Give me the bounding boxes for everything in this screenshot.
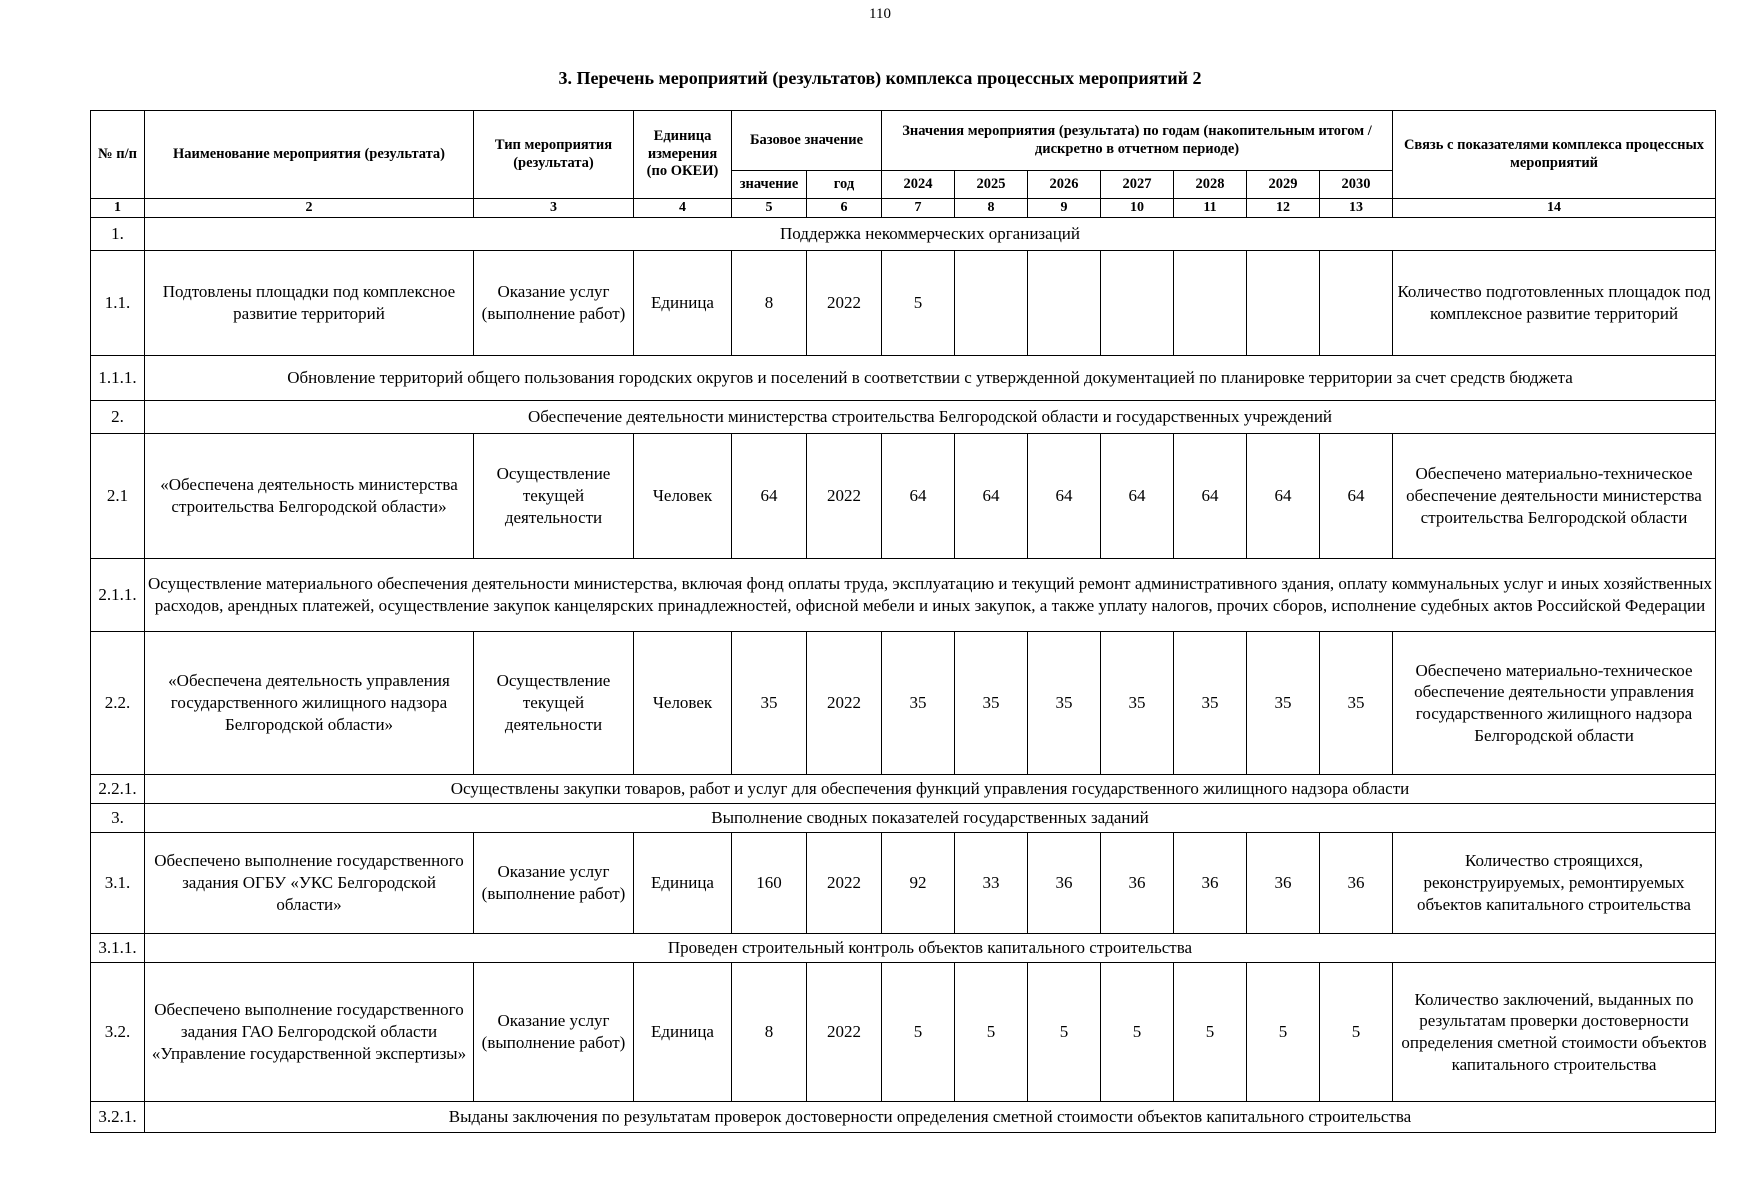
- indicator-link: Обеспечено материально-техническое обеспечение деятельности министерства строительства Белгородской области: [1393, 434, 1716, 559]
- header-type: Тип мероприятия (результата): [474, 111, 634, 199]
- column-number: 4: [634, 199, 732, 218]
- year-value: 64: [1028, 434, 1101, 559]
- year-value: 64: [1247, 434, 1320, 559]
- year-value: 36: [1028, 833, 1101, 934]
- row-number: 1.1.1.: [91, 356, 145, 401]
- header-years-group: Значения мероприятия (результата) по годам (накопительным итогом / дискретно в отчетном периоде): [882, 111, 1393, 171]
- subitem-row: [91, 934, 1716, 963]
- table-row: [91, 632, 1716, 775]
- column-number: 14: [1393, 199, 1716, 218]
- column-number: 11: [1174, 199, 1247, 218]
- year-value: 35: [1320, 632, 1393, 775]
- year-value: 64: [1320, 434, 1393, 559]
- indicator-link: Обеспечено материально-техническое обеспечение деятельности управления государственного жилищного надзора Белгородской области: [1393, 632, 1716, 775]
- base-value: 35: [732, 632, 807, 775]
- base-year: 2022: [807, 434, 882, 559]
- base-year: 2022: [807, 963, 882, 1102]
- year-value: 35: [1247, 632, 1320, 775]
- base-year: 2022: [807, 833, 882, 934]
- header-name: Наименование мероприятия (результата): [145, 111, 474, 199]
- subitem-text: Осуществление материального обеспечения деятельности министерства, включая фонд оплаты труда, эксплуатацию и текущий ремонт административного здания, оплату коммунальных услуг и иных хозяйственных расходов, арендных платежей, осуществление закупок канцелярских принадлежностей, офисной мебели и иных закупок, а также уплату налогов, прочих сборов, исполнение судебных актов Российской Федерации: [145, 559, 1716, 632]
- base-value: 64: [732, 434, 807, 559]
- subitem-text: Обновление территорий общего пользования городских округов и поселений в соответствии с утвержденной документацией по планировке территории за счет средств бюджета: [145, 356, 1716, 401]
- subitem-text: Осуществлены закупки товаров, работ и услуг для обеспечения функций управления государственного жилищного надзора области: [145, 775, 1716, 804]
- column-number: 6: [807, 199, 882, 218]
- measure-type: Оказание услуг (выполнение работ): [474, 833, 634, 934]
- measures-table: [90, 110, 1716, 1133]
- year-value: 92: [882, 833, 955, 934]
- row-number: 3.: [91, 804, 145, 833]
- year-value: 35: [955, 632, 1028, 775]
- measure-name: «Обеспечена деятельность управления государственного жилищного надзора Белгородской области»: [145, 632, 474, 775]
- measure-unit: Человек: [634, 434, 732, 559]
- measure-name: Подтовлены площадки под комплексное развитие территорий: [145, 251, 474, 356]
- year-value: [955, 251, 1028, 356]
- row-number: 1.: [91, 218, 145, 251]
- year-value: 64: [955, 434, 1028, 559]
- year-value: 36: [1101, 833, 1174, 934]
- year-value: 5: [1174, 963, 1247, 1102]
- header-num: № п/п: [91, 111, 145, 199]
- year-value: 35: [882, 632, 955, 775]
- measure-name: Обеспечено выполнение государственного задания ГАО Белгородской области «Управление государственной экспертизы»: [145, 963, 474, 1102]
- subitem-text: Проведен строительный контроль объектов капитального строительства: [145, 934, 1716, 963]
- year-value: 36: [1174, 833, 1247, 934]
- row-number: 2.2.1.: [91, 775, 145, 804]
- header-link: Связь с показателями комплекса процессных мероприятий: [1393, 111, 1716, 199]
- year-value: 64: [1174, 434, 1247, 559]
- year-value: 5: [1101, 963, 1174, 1102]
- indicator-link: Количество заключений, выданных по результатам проверки достоверности определения сметной стоимости объектов капитального строительства: [1393, 963, 1716, 1102]
- row-number: 2.1: [91, 434, 145, 559]
- column-number: 9: [1028, 199, 1101, 218]
- header-year: 2028: [1174, 171, 1247, 199]
- measure-name: «Обеспечена деятельность министерства строительства Белгородской области»: [145, 434, 474, 559]
- column-number: 3: [474, 199, 634, 218]
- subitem-row: [91, 1102, 1716, 1133]
- row-number: 2.1.1.: [91, 559, 145, 632]
- column-number: 8: [955, 199, 1028, 218]
- measure-unit: Единица: [634, 251, 732, 356]
- year-value: 5: [1320, 963, 1393, 1102]
- header-year: 2024: [882, 171, 955, 199]
- measure-name: Обеспечено выполнение государственного задания ОГБУ «УКС Белгородской области»: [145, 833, 474, 934]
- year-value: 64: [1101, 434, 1174, 559]
- header-year: 2030: [1320, 171, 1393, 199]
- header-year: 2029: [1247, 171, 1320, 199]
- measure-unit: Единица: [634, 963, 732, 1102]
- measure-unit: Единица: [634, 833, 732, 934]
- base-value: 160: [732, 833, 807, 934]
- header-unit: Единица измерения (по ОКЕИ): [634, 111, 732, 199]
- year-value: [1028, 251, 1101, 356]
- year-value: 5: [1247, 963, 1320, 1102]
- subitem-row: [91, 775, 1716, 804]
- measure-unit: Человек: [634, 632, 732, 775]
- year-value: 35: [1028, 632, 1101, 775]
- base-year: 2022: [807, 251, 882, 356]
- row-number: 3.1.1.: [91, 934, 145, 963]
- column-number: 2: [145, 199, 474, 218]
- year-value: 35: [1101, 632, 1174, 775]
- header-base-value: значение: [732, 171, 807, 199]
- page-number: 110: [869, 6, 891, 22]
- section-title: Обеспечение деятельности министерства строительства Белгородской области и государственных учреждений: [145, 401, 1716, 434]
- base-year: 2022: [807, 632, 882, 775]
- indicator-link: Количество строящихся, реконструируемых, ремонтируемых объектов капитального строительства: [1393, 833, 1716, 934]
- year-value: 36: [1320, 833, 1393, 934]
- year-value: [1101, 251, 1174, 356]
- column-numbers-row: [91, 199, 1716, 218]
- measure-type: Осуществление текущей деятельности: [474, 434, 634, 559]
- section-row: [91, 401, 1716, 434]
- year-value: 5: [955, 963, 1028, 1102]
- year-value: [1247, 251, 1320, 356]
- measure-type: Оказание услуг (выполнение работ): [474, 251, 634, 356]
- measure-type: Осуществление текущей деятельности: [474, 632, 634, 775]
- base-value: 8: [732, 963, 807, 1102]
- row-number: 3.2.1.: [91, 1102, 145, 1133]
- column-number: 5: [732, 199, 807, 218]
- row-number: 3.2.: [91, 963, 145, 1102]
- subitem-row: [91, 356, 1716, 401]
- row-number: 3.1.: [91, 833, 145, 934]
- indicator-link: Количество подготовленных площадок под комплексное развитие территорий: [1393, 251, 1716, 356]
- header-base-year: год: [807, 171, 882, 199]
- table-row: [91, 833, 1716, 934]
- table-row: [91, 434, 1716, 559]
- year-value: 5: [1028, 963, 1101, 1102]
- year-value: 64: [882, 434, 955, 559]
- header-year: 2025: [955, 171, 1028, 199]
- year-value: [1174, 251, 1247, 356]
- base-value: 8: [732, 251, 807, 356]
- row-number: 1.1.: [91, 251, 145, 356]
- header-year: 2026: [1028, 171, 1101, 199]
- year-value: 5: [882, 251, 955, 356]
- section-title: Поддержка некоммерческих организаций: [145, 218, 1716, 251]
- table-row: [91, 251, 1716, 356]
- section-row: [91, 804, 1716, 833]
- subitem-row: [91, 559, 1716, 632]
- row-number: 2.: [91, 401, 145, 434]
- header-base: Базовое значение: [732, 111, 882, 171]
- page-title: 3. Перечень мероприятий (результатов) комплекса процессных мероприятий 2: [558, 68, 1202, 88]
- measure-type: Оказание услуг (выполнение работ): [474, 963, 634, 1102]
- table-row: [91, 963, 1716, 1102]
- header-year: 2027: [1101, 171, 1174, 199]
- year-value: 5: [882, 963, 955, 1102]
- year-value: 33: [955, 833, 1028, 934]
- year-value: 35: [1174, 632, 1247, 775]
- column-number: 10: [1101, 199, 1174, 218]
- column-number: 13: [1320, 199, 1393, 218]
- column-number: 1: [91, 199, 145, 218]
- section-title: Выполнение сводных показателей государственных заданий: [145, 804, 1716, 833]
- year-value: [1320, 251, 1393, 356]
- column-number: 12: [1247, 199, 1320, 218]
- section-row: [91, 218, 1716, 251]
- row-number: 2.2.: [91, 632, 145, 775]
- year-value: 36: [1247, 833, 1320, 934]
- subitem-text: Выданы заключения по результатам проверок достоверности определения сметной стоимости объектов капитального строительства: [145, 1102, 1716, 1133]
- column-number: 7: [882, 199, 955, 218]
